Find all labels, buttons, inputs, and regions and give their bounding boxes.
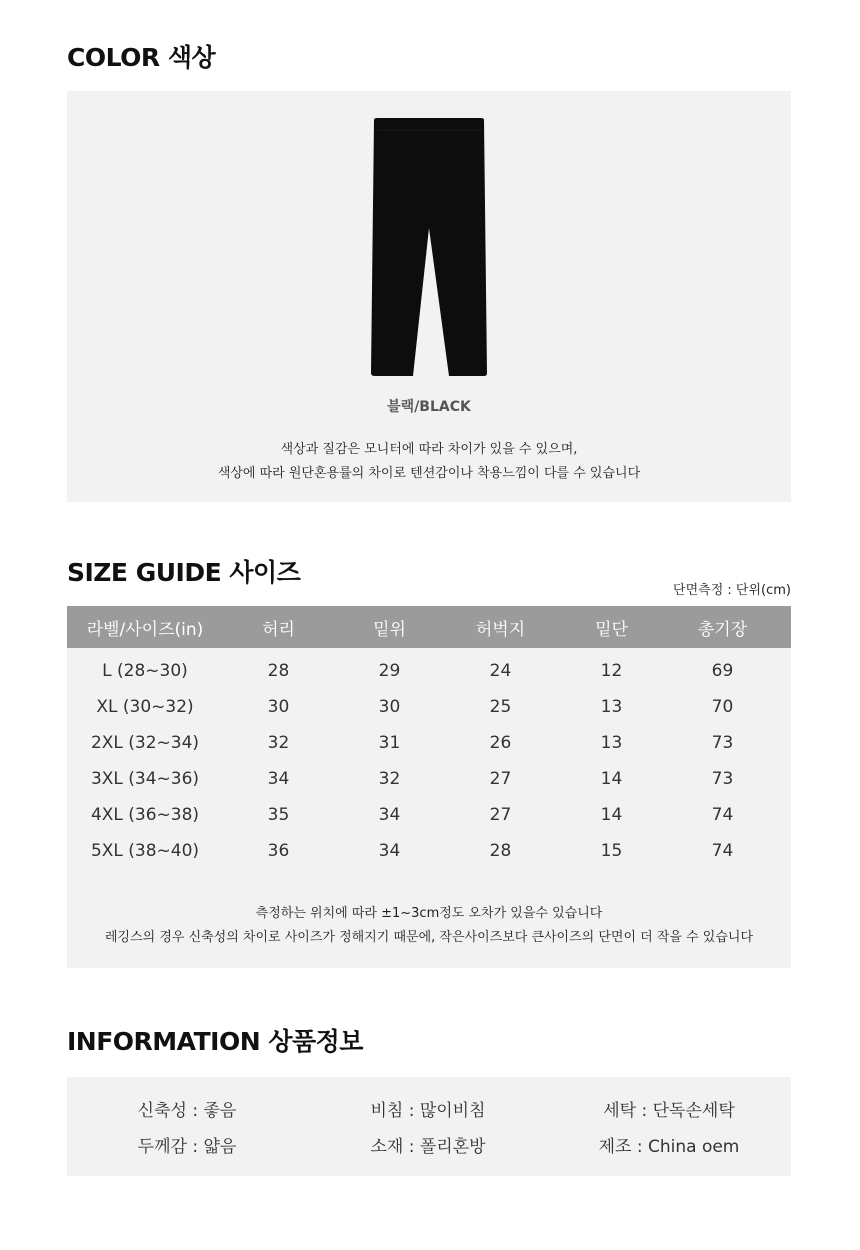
table-cell: L (28~30) [102, 661, 188, 681]
table-cell: 13 [600, 697, 623, 717]
header-total-length: 총기장 [697, 619, 748, 640]
size-section-title: SIZE GUIDE 사이즈 [67, 558, 301, 587]
info-material: 소재 : 폴리혼방 [370, 1137, 486, 1157]
table-cell: 32 [267, 733, 290, 753]
pants-shape [371, 118, 487, 376]
table-cell: 34 [267, 769, 290, 789]
table-cell: 74 [711, 805, 734, 825]
size-table [67, 606, 791, 968]
table-cell: 3XL (34~36) [90, 769, 200, 789]
header-label-size: 라벨/사이즈(in) [86, 619, 204, 640]
table-row [67, 833, 791, 869]
header-waist: 허리 [262, 619, 295, 640]
header-hem: 밑단 [595, 619, 628, 640]
table-cell: 70 [711, 697, 734, 717]
info-stretch: 신축성 : 좋음 [137, 1101, 237, 1121]
table-cell: 15 [600, 841, 623, 861]
table-row [67, 725, 791, 761]
table-row [67, 761, 791, 797]
table-cell: 69 [711, 661, 734, 681]
color-name-label: 블랙/BLACK [387, 399, 471, 415]
size-table-header [67, 606, 791, 648]
table-cell: 12 [600, 661, 623, 681]
table-cell: 28 [489, 841, 512, 861]
table-cell: 34 [378, 805, 401, 825]
table-cell: 73 [711, 769, 734, 789]
table-row [67, 797, 791, 833]
table-cell: 31 [378, 733, 401, 753]
header-rise: 밑위 [373, 619, 406, 640]
table-cell: 34 [378, 841, 401, 861]
table-cell: 14 [600, 805, 623, 825]
table-cell: 74 [711, 841, 734, 861]
size-note-line-1: 측정하는 위치에 따라 ±1~3cm정도 오차가 있을수 있습니다 [255, 906, 603, 921]
table-cell: 26 [489, 733, 512, 753]
table-cell: 32 [378, 769, 401, 789]
table-cell: 36 [267, 841, 290, 861]
table-cell: 2XL (32~34) [90, 733, 200, 753]
info-sheerness: 비침 : 많이비침 [370, 1101, 486, 1121]
info-panel [67, 1077, 791, 1176]
table-cell: 25 [489, 697, 512, 717]
table-cell: 24 [489, 661, 512, 681]
table-cell: 29 [378, 661, 401, 681]
table-cell: 27 [489, 805, 512, 825]
info-section-title: INFORMATION 상품정보 [67, 1027, 363, 1056]
table-cell: 30 [378, 697, 401, 717]
color-section-title: COLOR 색상 [67, 43, 216, 72]
header-thigh: 허벅지 [475, 619, 526, 640]
info-thickness: 두께감 : 얇음 [137, 1137, 237, 1157]
unit-note: 단면측정 : 단위(cm) [673, 583, 791, 598]
table-cell: 27 [489, 769, 512, 789]
info-manufacture: 제조 : China oem [598, 1137, 740, 1157]
black-pants-image [369, 118, 489, 380]
table-cell: 30 [267, 697, 290, 717]
table-cell: 28 [267, 661, 290, 681]
table-cell: 73 [711, 733, 734, 753]
color-panel [67, 91, 791, 502]
table-row [67, 689, 791, 725]
table-cell: 5XL (38~40) [90, 841, 200, 861]
table-row [67, 653, 791, 689]
color-note-line-1: 색상과 질감은 모니터에 따라 차이가 있을 수 있으며, [280, 442, 578, 457]
table-cell: 35 [267, 805, 290, 825]
table-cell: XL (30~32) [96, 697, 194, 717]
table-cell: 14 [600, 769, 623, 789]
size-note-line-2: 레깅스의 경우 신축성의 차이로 사이즈가 정해지기 때문에, 작은사이즈보다 큰사이즈의 단면이 더 작을 수 있습니다 [104, 930, 754, 945]
color-note-line-2: 색상에 따라 원단혼용률의 차이로 텐션감이나 착용느낌이 다를 수 있습니다 [217, 466, 641, 481]
table-cell: 13 [600, 733, 623, 753]
size-table-body [67, 653, 791, 869]
table-cell: 4XL (36~38) [90, 805, 200, 825]
info-washing: 세탁 : 단독손세탁 [603, 1101, 735, 1121]
